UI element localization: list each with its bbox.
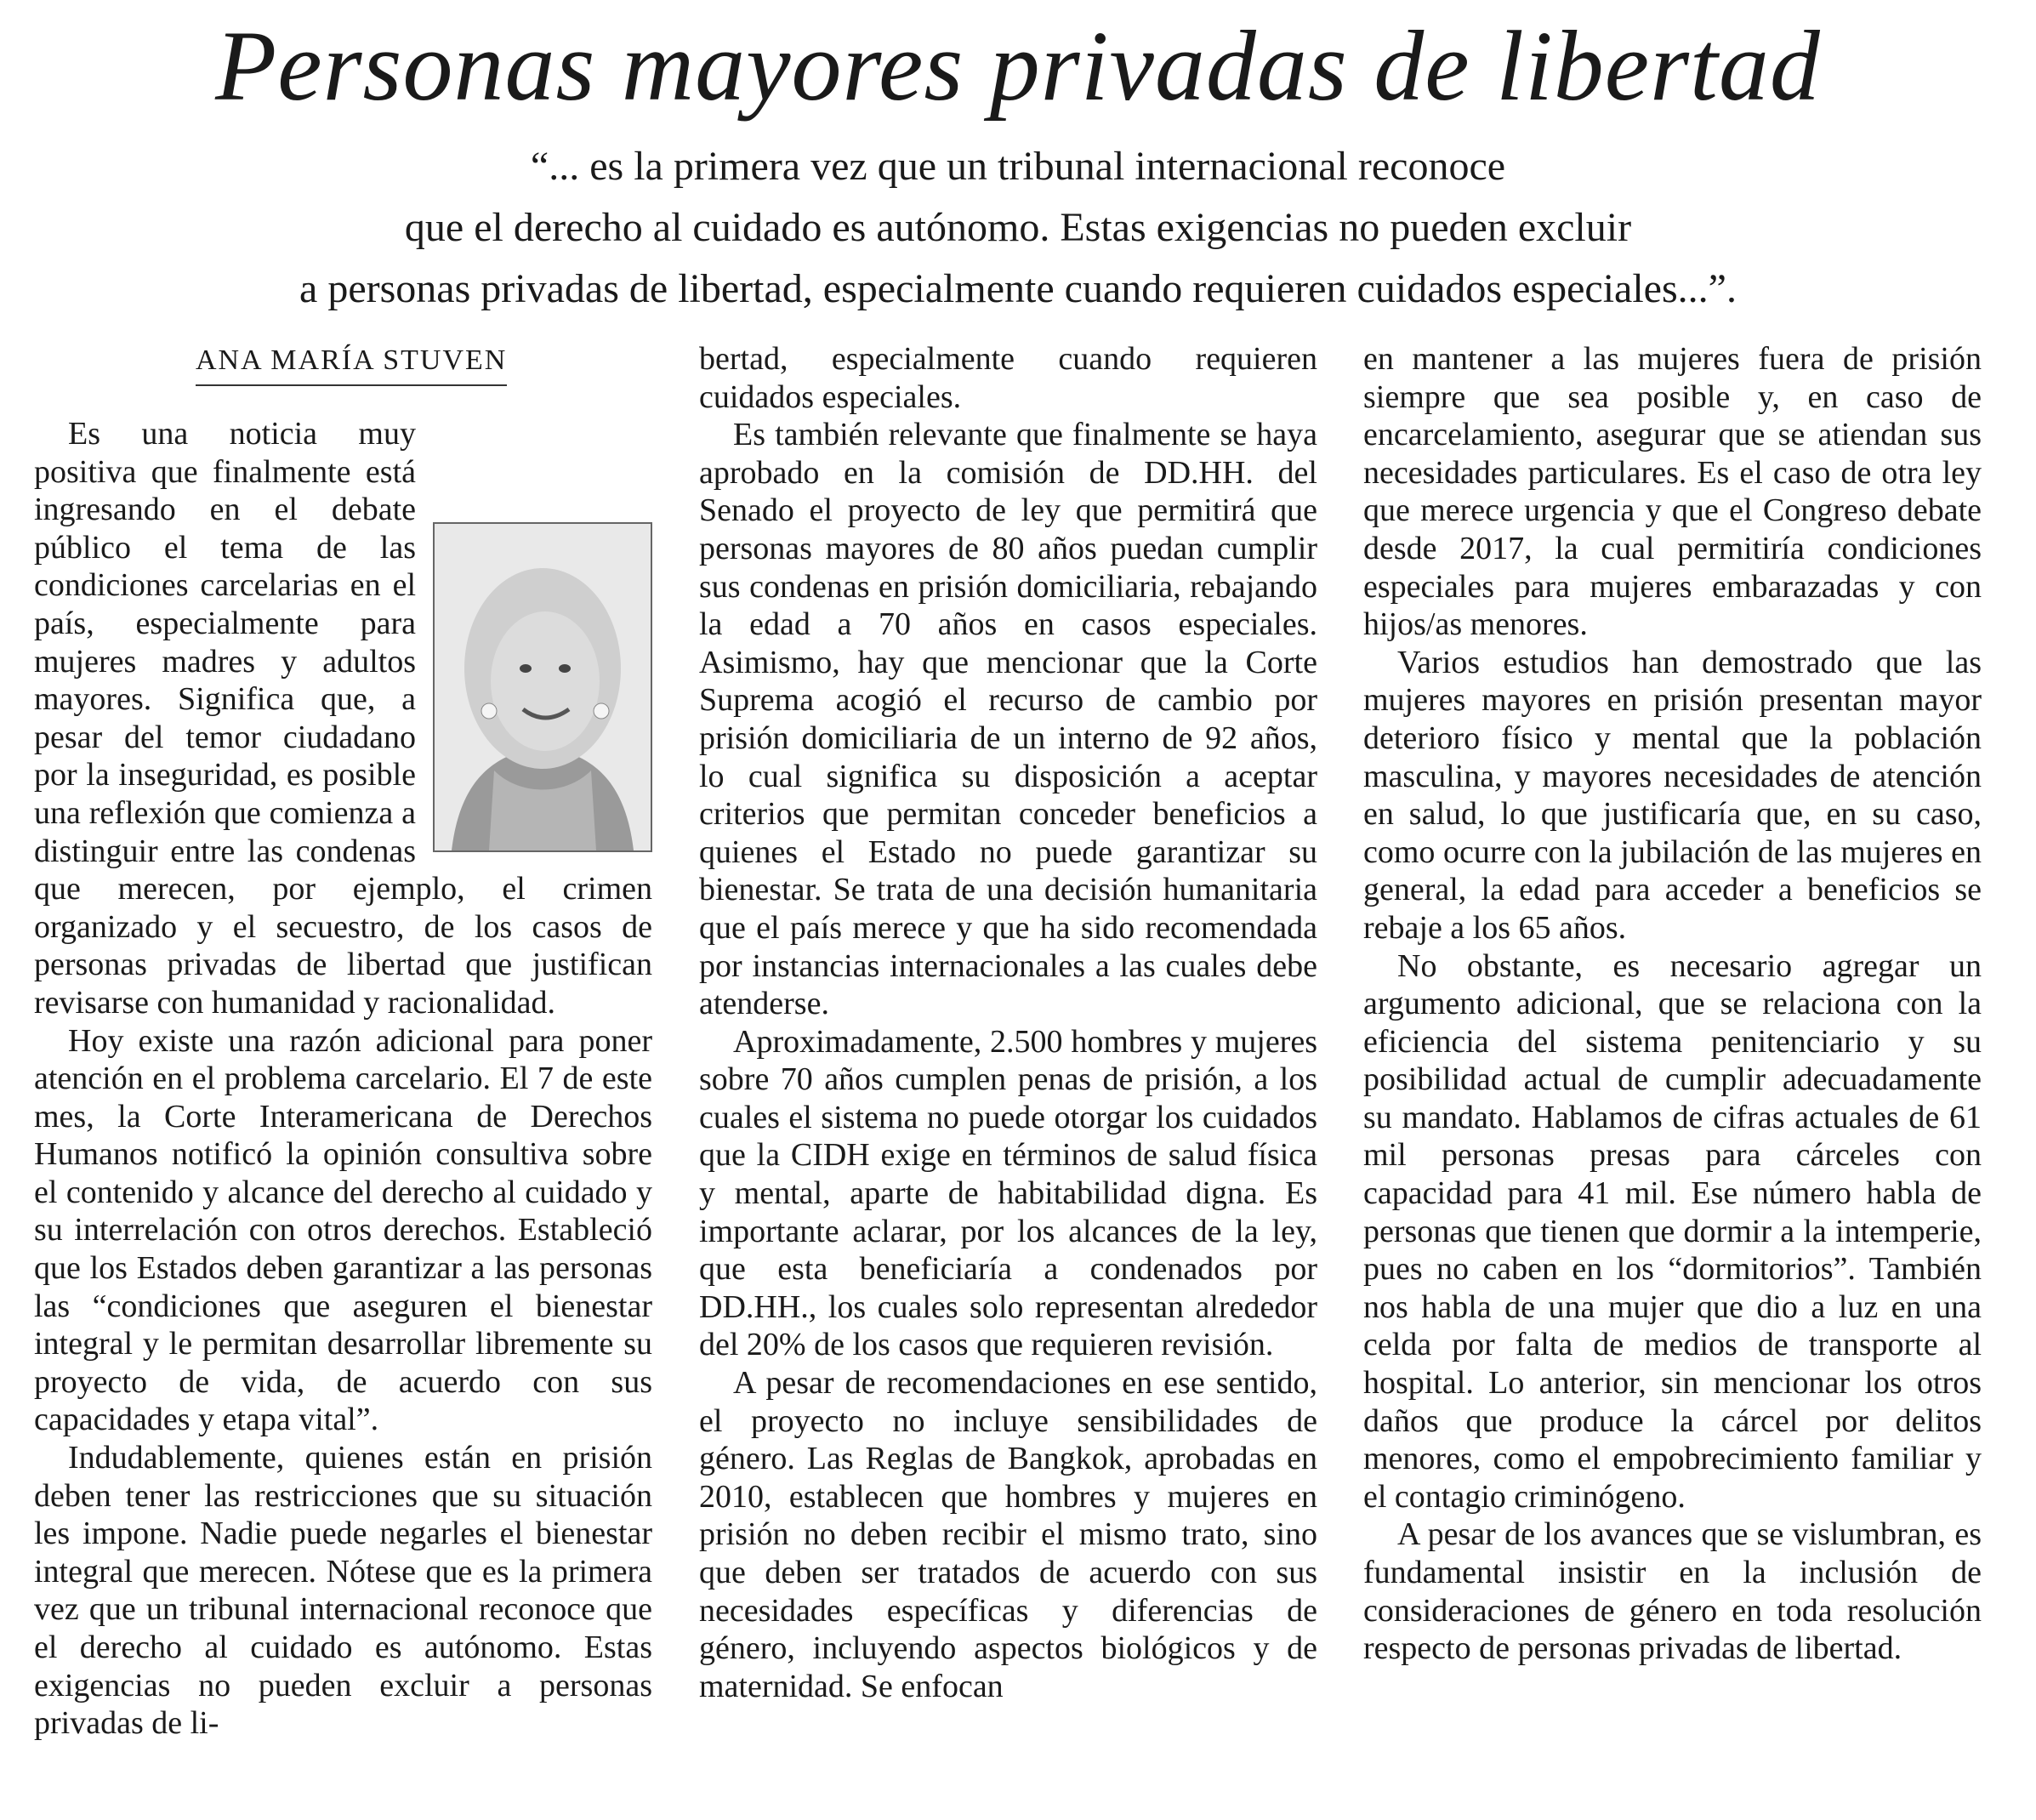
article-deck-quote — [102, 136, 1934, 320]
article-column-2 — [699, 340, 1317, 1705]
deck-line: “... es la primera vez que un tribunal internacional reconoce — [530, 144, 1506, 189]
author-byline: ANA MARÍA STUVEN — [196, 342, 507, 386]
paragraph: Varios estudios han demostrado que las mujeres mayores en prisión presentan mayor deterioro físico y mental que la población masculina, y mayores necesidades de atención en salud, lo que justificaría que, en su caso, como ocurre con la jubilación de las mujeres en general, la edad para acceder a beneficios se rebaje a los 65 años. — [1363, 644, 1982, 946]
paragraph: Aproximadamente, 2.500 hombres y mujeres sobre 70 años cumplen penas de prisión, a los cuales el sistema no puede otorgar los cuidados que la CIDH exige en términos de salud física y mental, aparte de habitabilidad digna. Es importante aclarar, por los alcances de la ley, que esta beneficiaría a condenados por DD.HH., los cuales solo representan alrededor del 20% de los casos que requieren revisión. — [699, 1023, 1317, 1363]
article-title: Personas mayores privadas de libertad — [215, 10, 1821, 122]
deck-line: que el derecho al cuidado es autónomo. Estas exigencias no pueden excluir — [404, 205, 1632, 250]
author-photo — [433, 522, 652, 852]
paragraph: bertad, especialmente cuando requieren cuidados especiales. — [699, 341, 1317, 415]
paragraph: Indudablemente, quienes están en prisión deben tener las restricciones que su situación les impone. Nadie puede negarles el bienestar integral que merecen. Nótese que es la primera vez que un tribunal internacional reconoce que el derecho al cuidado es autónomo. Estas exigencias no pueden excluir a personas privadas de li- — [34, 1440, 652, 1742]
paragraph: A pesar de recomendaciones en ese sentido, el proyecto no incluye sensibilidades de género. Las Reglas de Bangkok, aprobadas en 2010, establecen que hombres y mujeres en prisión no deben recibir el mismo trato, sino que deben ser tratados de acuerdo con sus necesidades específicas y diferencias de género, incluyendo aspectos biológicos y de maternidad. Se enfocan — [699, 1365, 1317, 1704]
article-column-3 — [1363, 340, 1982, 1668]
deck-line: a personas privadas de libertad, especialmente cuando requieren cuidados especiales...”. — [299, 266, 1737, 311]
author-portrait-image — [435, 524, 651, 850]
paragraph: Es una noticia muy positiva que finalmente está ingresando en el debate público el tema de las condiciones carcelarias en el país, especialmente para mujeres madres y adultos mayores. Significa que, a pesar del temor ciudadano por la inseguridad, es posible una reflexión que comienza a distinguir entre las condenas que merecen, por ejemplo, el crimen organizado y el secuestro, de los casos de personas privadas de libertad que justifican revisarse con humanidad y racionalidad. — [34, 416, 652, 1021]
paragraph: A pesar de los avances que se vislumbran, es fundamental insistir en la inclusión de consideraciones de género en toda resolución respecto de personas privadas de libertad. — [1363, 1516, 1982, 1667]
paragraph: No obstante, es necesario agregar un argumento adicional, que se relaciona con la eficiencia del sistema penitenciario y su posibilidad actual de cumplir adecuadamente su mandato. Hablamos de cifras actuales de 61 mil personas presas para cárceles con capacidad para 41 mil. Ese número habla de personas que tienen que dormir a la intemperie, pues no caben en los “dormitorios”. También nos habla de una mujer que dio a luz en una celda por falta de medios de transporte al hospital. Lo anterior, sin mencionar los otros daños que produce la cárcel por delitos menores, como el empobrecimiento familiar y el contagio criminógeno. — [1363, 947, 1982, 1515]
article-column-1 — [34, 415, 652, 1743]
paragraph: Hoy existe una razón adicional para poner atención en el problema carcelario. El 7 de este mes, la Corte Interamericana de Derechos Humanos notificó la opinión consultiva sobre el contenido y alcance del derecho al cuidado y su interrelación con otros derechos. Estableció que los Estados deben garantizar a las personas las “condiciones que aseguren el bienestar integral y le permitan desarrollar libremente su proyecto de vida, de acuerdo con sus capacidades y etapa vital”. — [34, 1022, 652, 1438]
paragraph: en mantener a las mujeres fuera de prisión siempre que sea posible y, en caso de encarcelamiento, asegurar que se atiendan sus necesidades particulares. Es el caso de otra ley que merece urgencia y que el Congreso debate desde 2017, la cual permitiría condiciones especiales para mujeres embarazadas y con hijos/as menores. — [1363, 341, 1982, 643]
paragraph: Es también relevante que finalmente se haya aprobado en la comisión de DD.HH. del Senado el proyecto de ley que permitirá que personas mayores de 80 años puedan cumplir sus condenas en prisión domiciliaria, rebajando la edad a 70 años en casos especiales. Asimismo, hay que mencionar que la Corte Suprema acogió el recurso de cambio por prisión domiciliaria de un interno de 92 años, lo cual significa su disposición a aceptar criterios que permitan conceder beneficios a quienes el Estado no puede garantizar su bienestar. Se trata de una decisión humanitaria que el país merece y que ha sido recomendada por instancias internacionales a las cuales debe atenderse. — [699, 417, 1317, 1022]
